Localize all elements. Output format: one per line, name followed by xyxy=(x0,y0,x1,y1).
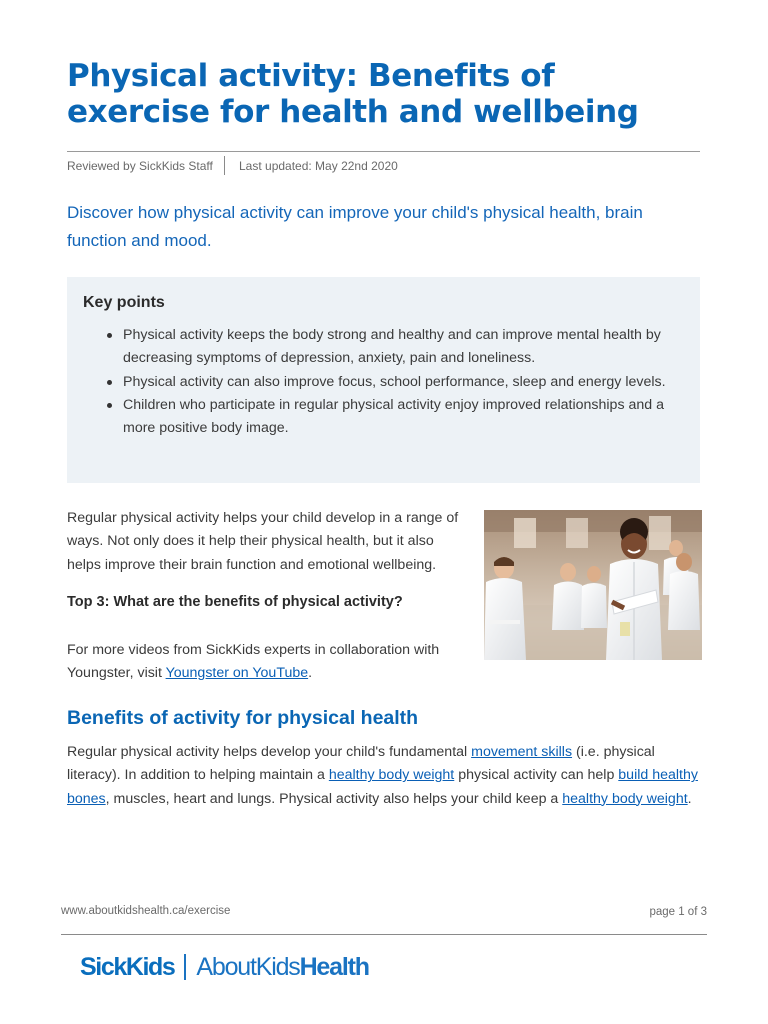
intro-paragraph: Regular physical activity helps your child develop in a range of ways. Not only does it help their physical health, but it also helps improve their brain function and emotional wellbeing. xyxy=(67,510,459,573)
bullet-icon xyxy=(107,380,112,385)
key-points-title: Key points xyxy=(83,294,165,311)
list-item: Children who participate in regular physical activity enjoy improved relationships and a more positive body image. xyxy=(123,394,678,441)
list-item: Physical activity can also improve focus, school performance, sleep and energy levels. xyxy=(123,371,678,394)
key-points-list xyxy=(123,324,678,440)
last-updated: Last updated: May 22nd 2020 xyxy=(239,159,398,173)
header-divider xyxy=(67,151,700,152)
karate-kids-photo xyxy=(484,510,702,660)
footer-divider xyxy=(61,934,707,935)
page-title: Physical activity: Benefits of exercise for health and wellbeing xyxy=(67,58,639,130)
section-paragraph: Regular physical activity helps develop your child's fundamental movement skills (i.e. physical literacy). In addition to helping maintain a healthy body weight physical activity can help build healthy bones, muscles, heart and lungs. Physical activity also helps your child keep a healthy body weight. xyxy=(67,744,698,807)
karate-kids-illustration xyxy=(484,510,702,660)
sickkids-aboutkidshealth-logo: SickKids AboutKidsHealth xyxy=(80,953,369,981)
page-number: page 1 of 3 xyxy=(649,906,707,918)
meta-separator xyxy=(224,156,225,175)
list-item: Physical activity keeps the body strong and healthy and can improve mental health by decreasing symptoms of depression, anxiety, pain and loneliness. xyxy=(123,324,678,371)
healthy-body-weight-link[interactable]: healthy body weight xyxy=(328,767,455,784)
bullet-icon xyxy=(107,333,112,338)
logo-divider xyxy=(184,954,186,980)
section-heading: Benefits of activity for physical health xyxy=(67,707,419,729)
bullet-icon xyxy=(107,403,112,408)
lead-paragraph: Discover how physical activity can improve your child's physical health, brain function and mood. xyxy=(67,203,643,250)
key-points-box xyxy=(67,277,700,483)
videos-paragraph: For more videos from SickKids experts in collaboration with Youngster, visit Youngster on YouTube. xyxy=(67,642,440,682)
footer-url: www.aboutkidshealth.ca/exercise xyxy=(61,905,231,917)
movement-skills-link[interactable]: movement skills xyxy=(471,744,573,760)
video-heading: Top 3: What are the benefits of physical activity? xyxy=(67,594,403,610)
build-healthy-bones-link[interactable]: build healthy bones xyxy=(67,767,698,807)
youngster-youtube-link[interactable]: Youngster on YouTube xyxy=(165,665,309,682)
healthy-body-weight-link-2[interactable]: healthy body weight xyxy=(562,790,688,807)
reviewed-by: Reviewed by SickKids Staff xyxy=(67,159,213,173)
